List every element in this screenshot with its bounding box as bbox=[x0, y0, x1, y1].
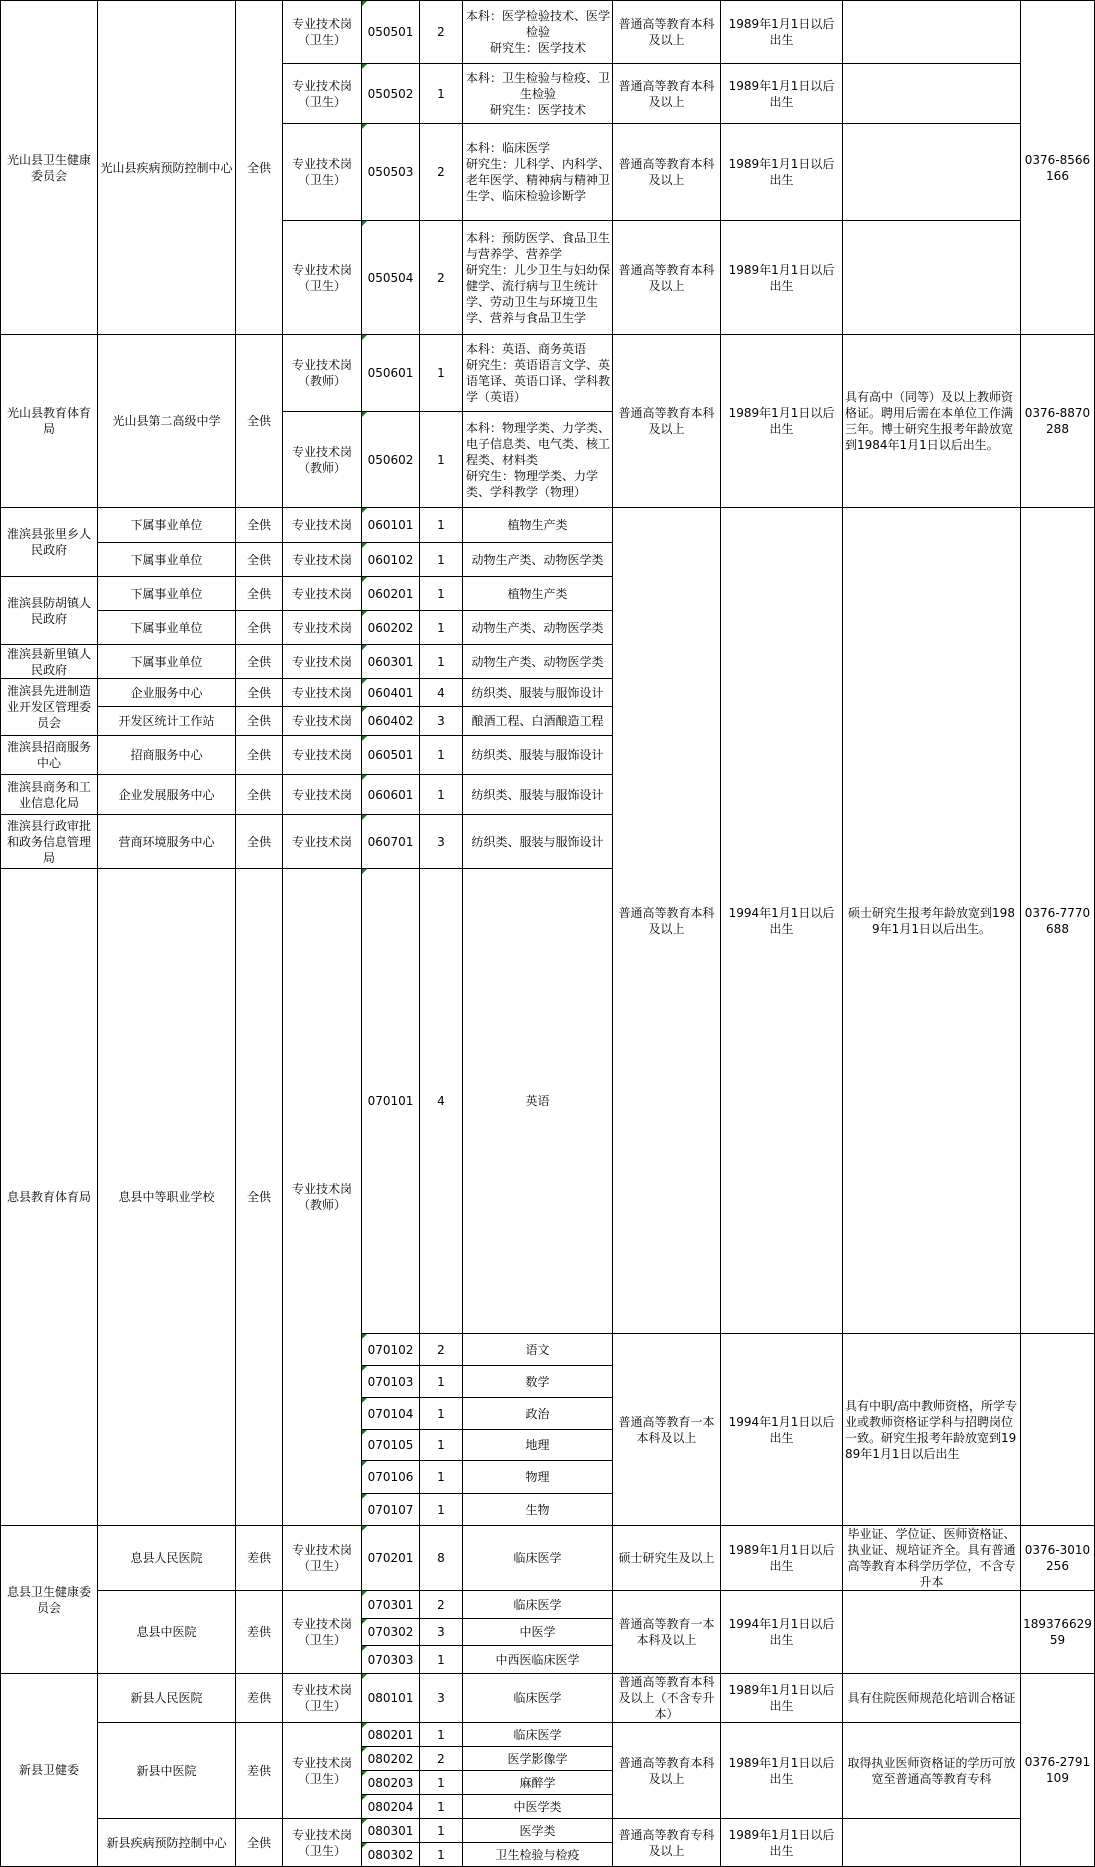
position-type-cell: 专业技术岗（卫生） bbox=[283, 1526, 362, 1591]
funding-cell: 全供 bbox=[236, 611, 283, 645]
major-cell: 本科：卫生检验与检疫、卫生检验 研究生：医学技术 bbox=[463, 64, 613, 124]
age-cell: 1989年1月1日以后出生 bbox=[721, 124, 843, 221]
funding-cell: 全供 bbox=[236, 1819, 283, 1867]
major-cell: 医学类 bbox=[463, 1819, 613, 1843]
employer-cell: 淮滨县防胡镇人民政府 bbox=[1, 577, 98, 645]
position-type-cell: 专业技术岗 bbox=[283, 577, 362, 611]
headcount-cell: 1 bbox=[420, 1398, 463, 1430]
funding-cell: 全供 bbox=[236, 577, 283, 611]
major-cell: 本科：临床医学 研究生：儿科学、内科学、老年医学、精神病与精神卫生学、临床检验诊断学 bbox=[463, 124, 613, 221]
headcount-cell: 1 bbox=[420, 645, 463, 679]
headcount-cell: 1 bbox=[420, 736, 463, 775]
headcount-cell: 1 bbox=[420, 1461, 463, 1494]
position-code-cell: 050503 bbox=[362, 124, 420, 221]
unit-cell: 新县疾病预防控制中心 bbox=[98, 1819, 236, 1867]
table-row bbox=[1, 1526, 1095, 1591]
note-cell bbox=[843, 221, 1021, 335]
funding-cell: 全供 bbox=[236, 508, 283, 543]
major-cell: 地理 bbox=[463, 1430, 613, 1461]
funding-cell: 全供 bbox=[236, 736, 283, 775]
employer-cell: 新县卫健委 bbox=[1, 1674, 98, 1867]
unit-cell: 开发区统计工作站 bbox=[98, 707, 236, 736]
funding-cell: 全供 bbox=[236, 1, 283, 335]
position-type-cell: 专业技术岗 bbox=[283, 679, 362, 707]
position-type-cell: 专业技术岗（卫生） bbox=[283, 1723, 362, 1819]
position-code-cell: 050502 bbox=[362, 64, 420, 124]
position-type-cell: 专业技术岗（卫生） bbox=[283, 1674, 362, 1723]
position-type-cell: 专业技术岗（教师） bbox=[283, 412, 362, 508]
headcount-cell: 2 bbox=[420, 1591, 463, 1619]
funding-cell: 全供 bbox=[236, 707, 283, 736]
unit-cell: 息县人民医院 bbox=[98, 1526, 236, 1591]
major-cell: 临床医学 bbox=[463, 1723, 613, 1747]
employer-cell: 息县教育体育局 bbox=[1, 869, 98, 1526]
funding-cell: 差供 bbox=[236, 1674, 283, 1723]
headcount-cell: 1 bbox=[420, 412, 463, 508]
funding-cell: 差供 bbox=[236, 1526, 283, 1591]
position-code-cell: 070107 bbox=[362, 1494, 420, 1526]
funding-cell: 全供 bbox=[236, 775, 283, 815]
employer-cell: 淮滨县新里镇人民政府 bbox=[1, 645, 98, 679]
age-cell: 1989年1月1日以后出生 bbox=[721, 1, 843, 64]
headcount-cell: 1 bbox=[420, 1843, 463, 1867]
headcount-cell: 1 bbox=[420, 64, 463, 124]
major-cell: 纺织类、服装与服饰设计 bbox=[463, 775, 613, 815]
note-cell: 硕士研究生报考年龄放宽到1989年1月1日以后出生。 bbox=[843, 508, 1021, 1334]
age-cell: 1994年1月1日以后出生 bbox=[721, 1591, 843, 1674]
position-code-cell: 050504 bbox=[362, 221, 420, 335]
education-cell: 普通高等教育本科及以上 bbox=[613, 221, 721, 335]
funding-cell: 全供 bbox=[236, 543, 283, 577]
note-cell bbox=[843, 1591, 1021, 1674]
funding-cell: 全供 bbox=[236, 335, 283, 508]
headcount-cell: 1 bbox=[420, 1771, 463, 1795]
headcount-cell: 3 bbox=[420, 707, 463, 736]
employer-cell: 光山县卫生健康委员会 bbox=[1, 1, 98, 335]
position-code-cell: 080204 bbox=[362, 1795, 420, 1819]
age-cell: 1989年1月1日以后出生 bbox=[721, 64, 843, 124]
unit-cell: 企业发展服务中心 bbox=[98, 775, 236, 815]
major-cell: 生物 bbox=[463, 1494, 613, 1526]
age-cell: 1989年1月1日以后出生 bbox=[721, 1819, 843, 1867]
employer-cell: 息县卫生健康委员会 bbox=[1, 1526, 98, 1674]
major-cell: 政治 bbox=[463, 1398, 613, 1430]
note-cell bbox=[843, 1, 1021, 64]
education-cell: 普通高等教育本科及以上 bbox=[613, 124, 721, 221]
funding-cell: 差供 bbox=[236, 1591, 283, 1674]
unit-cell: 下属事业单位 bbox=[98, 611, 236, 645]
position-code-cell: 050602 bbox=[362, 412, 420, 508]
headcount-cell: 2 bbox=[420, 124, 463, 221]
unit-cell: 息县中医院 bbox=[98, 1591, 236, 1674]
position-type-cell: 专业技术岗（教师） bbox=[283, 335, 362, 412]
headcount-cell: 1 bbox=[420, 335, 463, 412]
note-cell bbox=[843, 64, 1021, 124]
age-cell: 1994年1月1日以后出生 bbox=[721, 1334, 843, 1526]
funding-cell: 全供 bbox=[236, 815, 283, 869]
employer-cell: 淮滨县行政审批和政务信息管理局 bbox=[1, 815, 98, 869]
position-code-cell: 070106 bbox=[362, 1461, 420, 1494]
position-code-cell: 060101 bbox=[362, 508, 420, 543]
note-cell: 毕业证、学位证、医师资格证、执业证、规培证齐全。具有普通高等教育本科学历学位，不含专升本 bbox=[843, 1526, 1021, 1591]
note-cell: 具有中职/高中教师资格，所学专业或教师资格证学科与招聘岗位一致。研究生报考年龄放宽到1989年1月1日以后出生 bbox=[843, 1334, 1021, 1526]
table-row bbox=[1, 1819, 1095, 1843]
contact-cell: 0376-7770688 bbox=[1021, 508, 1095, 1334]
contact-cell: 0376-8870288 bbox=[1021, 335, 1095, 508]
position-type-cell: 专业技术岗（卫生） bbox=[283, 1, 362, 64]
education-cell: 普通高等教育一本本科及以上 bbox=[613, 1334, 721, 1526]
headcount-cell: 1 bbox=[420, 1494, 463, 1526]
position-code-cell: 070105 bbox=[362, 1430, 420, 1461]
position-code-cell: 070201 bbox=[362, 1526, 420, 1591]
major-cell: 临床医学 bbox=[463, 1674, 613, 1723]
unit-cell: 下属事业单位 bbox=[98, 508, 236, 543]
position-code-cell: 080101 bbox=[362, 1674, 420, 1723]
contact-cell: 0376-2791109 bbox=[1021, 1674, 1095, 1867]
major-cell: 英语 bbox=[463, 869, 613, 1334]
major-cell: 中医学类 bbox=[463, 1795, 613, 1819]
position-type-cell: 专业技术岗 bbox=[283, 508, 362, 543]
funding-cell: 全供 bbox=[236, 645, 283, 679]
major-cell: 本科：物理学类、力学类、电子信息类、电气类、核工程类、材料类 研究生：物理学类、力学类、学科教学（物理） bbox=[463, 412, 613, 508]
major-cell: 动物生产类、动物医学类 bbox=[463, 645, 613, 679]
headcount-cell: 2 bbox=[420, 1, 463, 64]
employer-cell: 光山县教育体育局 bbox=[1, 335, 98, 508]
note-cell: 具有高中（同等）及以上教师资格证。聘用后需在本单位工作满三年。博士研究生报考年龄放宽到1984年1月1日以后出生。 bbox=[843, 335, 1021, 508]
headcount-cell: 1 bbox=[420, 1366, 463, 1398]
major-cell: 纺织类、服装与服饰设计 bbox=[463, 679, 613, 707]
major-cell: 麻醉学 bbox=[463, 1771, 613, 1795]
funding-cell: 全供 bbox=[236, 869, 283, 1526]
education-cell: 普通高等教育一本本科及以上 bbox=[613, 1591, 721, 1674]
headcount-cell: 4 bbox=[420, 679, 463, 707]
table-row bbox=[1, 1, 1095, 64]
table-row bbox=[1, 1591, 1095, 1619]
position-code-cell: 070302 bbox=[362, 1619, 420, 1646]
age-cell: 1989年1月1日以后出生 bbox=[721, 335, 843, 508]
employer-cell: 淮滨县张里乡人民政府 bbox=[1, 508, 98, 577]
major-cell: 酿酒工程、白酒酿造工程 bbox=[463, 707, 613, 736]
major-cell: 物理 bbox=[463, 1461, 613, 1494]
position-code-cell: 070103 bbox=[362, 1366, 420, 1398]
position-code-cell: 060402 bbox=[362, 707, 420, 736]
age-cell: 1989年1月1日以后出生 bbox=[721, 221, 843, 335]
position-type-cell: 专业技术岗（卫生） bbox=[283, 64, 362, 124]
headcount-cell: 2 bbox=[420, 1747, 463, 1771]
position-type-cell: 专业技术岗（卫生） bbox=[283, 221, 362, 335]
education-cell: 普通高等教育本科及以上 bbox=[613, 64, 721, 124]
age-cell: 1989年1月1日以后出生 bbox=[721, 1674, 843, 1723]
funding-cell: 全供 bbox=[236, 679, 283, 707]
position-type-cell: 专业技术岗 bbox=[283, 707, 362, 736]
headcount-cell: 1 bbox=[420, 611, 463, 645]
major-cell: 数学 bbox=[463, 1366, 613, 1398]
age-cell: 1994年1月1日以后出生 bbox=[721, 508, 843, 1334]
education-cell: 普通高等教育本科及以上 bbox=[613, 508, 721, 1334]
major-cell: 临床医学 bbox=[463, 1591, 613, 1619]
unit-cell: 下属事业单位 bbox=[98, 577, 236, 611]
position-code-cell: 060102 bbox=[362, 543, 420, 577]
position-type-cell: 专业技术岗（教师） bbox=[283, 869, 362, 1526]
employer-cell: 淮滨县先进制造业开发区管理委员会 bbox=[1, 679, 98, 736]
unit-cell: 下属事业单位 bbox=[98, 645, 236, 679]
headcount-cell: 1 bbox=[420, 1430, 463, 1461]
position-code-cell: 060401 bbox=[362, 679, 420, 707]
education-cell: 普通高等教育本科及以上 bbox=[613, 335, 721, 508]
unit-cell: 新县人民医院 bbox=[98, 1674, 236, 1723]
headcount-cell: 1 bbox=[420, 775, 463, 815]
headcount-cell: 1 bbox=[420, 508, 463, 543]
table-row bbox=[1, 1674, 1095, 1723]
unit-cell: 新县中医院 bbox=[98, 1723, 236, 1819]
employer-cell: 淮滨县商务和工业信息化局 bbox=[1, 775, 98, 815]
headcount-cell: 1 bbox=[420, 1723, 463, 1747]
unit-cell: 下属事业单位 bbox=[98, 543, 236, 577]
contact-cell: 0376-3010256 bbox=[1021, 1526, 1095, 1591]
position-type-cell: 专业技术岗 bbox=[283, 736, 362, 775]
major-cell: 植物生产类 bbox=[463, 577, 613, 611]
education-cell: 普通高等教育专科及以上 bbox=[613, 1819, 721, 1867]
position-code-cell: 050501 bbox=[362, 1, 420, 64]
contact-cell: 0376-8566166 bbox=[1021, 1, 1095, 335]
major-cell: 临床医学 bbox=[463, 1526, 613, 1591]
position-type-cell: 专业技术岗（卫生） bbox=[283, 1819, 362, 1867]
position-code-cell: 070101 bbox=[362, 869, 420, 1334]
headcount-cell: 2 bbox=[420, 1334, 463, 1366]
table-row bbox=[1, 508, 1095, 543]
headcount-cell: 3 bbox=[420, 815, 463, 869]
headcount-cell: 2 bbox=[420, 221, 463, 335]
major-cell: 植物生产类 bbox=[463, 508, 613, 543]
note-cell: 取得执业医师资格证的学历可放宽至普通高等教育专科 bbox=[843, 1723, 1021, 1819]
position-code-cell: 050601 bbox=[362, 335, 420, 412]
unit-cell: 企业服务中心 bbox=[98, 679, 236, 707]
position-code-cell: 070104 bbox=[362, 1398, 420, 1430]
position-type-cell: 专业技术岗 bbox=[283, 775, 362, 815]
funding-cell: 差供 bbox=[236, 1723, 283, 1819]
position-type-cell: 专业技术岗 bbox=[283, 611, 362, 645]
position-code-cell: 060301 bbox=[362, 645, 420, 679]
position-type-cell: 专业技术岗 bbox=[283, 815, 362, 869]
employer-cell: 淮滨县招商服务中心 bbox=[1, 736, 98, 775]
education-cell: 普通高等教育本科及以上 bbox=[613, 1723, 721, 1819]
unit-cell: 招商服务中心 bbox=[98, 736, 236, 775]
position-code-cell: 080301 bbox=[362, 1819, 420, 1843]
major-cell: 纺织类、服装与服饰设计 bbox=[463, 815, 613, 869]
position-type-cell: 专业技术岗（卫生） bbox=[283, 1591, 362, 1674]
position-code-cell: 060501 bbox=[362, 736, 420, 775]
major-cell: 纺织类、服装与服饰设计 bbox=[463, 736, 613, 775]
headcount-cell: 8 bbox=[420, 1526, 463, 1591]
headcount-cell: 3 bbox=[420, 1619, 463, 1646]
education-cell: 硕士研究生及以上 bbox=[613, 1526, 721, 1591]
major-cell: 本科：预防医学、食品卫生与营养学、营养学 研究生：儿少卫生与妇幼保健学、流行病与卫生统计学、劳动卫生与环境卫生学、营养与食品卫生学 bbox=[463, 221, 613, 335]
headcount-cell: 1 bbox=[420, 1646, 463, 1674]
table-row bbox=[1, 1723, 1095, 1747]
note-cell bbox=[843, 124, 1021, 221]
position-code-cell: 060201 bbox=[362, 577, 420, 611]
position-code-cell: 070301 bbox=[362, 1591, 420, 1619]
major-cell: 动物生产类、动物医学类 bbox=[463, 543, 613, 577]
headcount-cell: 1 bbox=[420, 543, 463, 577]
position-code-cell: 070303 bbox=[362, 1646, 420, 1674]
unit-cell: 营商环境服务中心 bbox=[98, 815, 236, 869]
position-code-cell: 060701 bbox=[362, 815, 420, 869]
education-cell: 普通高等教育本科及以上 bbox=[613, 1, 721, 64]
headcount-cell: 1 bbox=[420, 577, 463, 611]
major-cell: 本科：英语、商务英语 研究生：英语语言文学、英语笔译、英语口译、学科教学（英语） bbox=[463, 335, 613, 412]
position-code-cell: 060601 bbox=[362, 775, 420, 815]
headcount-cell: 4 bbox=[420, 869, 463, 1334]
age-cell: 1989年1月1日以后出生 bbox=[721, 1526, 843, 1591]
unit-cell: 息县中等职业学校 bbox=[98, 869, 236, 1526]
major-cell: 中医学 bbox=[463, 1619, 613, 1646]
position-code-cell: 060202 bbox=[362, 611, 420, 645]
headcount-cell: 1 bbox=[420, 1819, 463, 1843]
education-cell: 普通高等教育本科及以上（不含专升本） bbox=[613, 1674, 721, 1723]
position-code-cell: 080201 bbox=[362, 1723, 420, 1747]
position-type-cell: 专业技术岗（卫生） bbox=[283, 124, 362, 221]
major-cell: 医学影像学 bbox=[463, 1747, 613, 1771]
headcount-cell: 1 bbox=[420, 1795, 463, 1819]
major-cell: 语文 bbox=[463, 1334, 613, 1366]
table-row bbox=[1, 335, 1095, 412]
position-code-cell: 080203 bbox=[362, 1771, 420, 1795]
unit-cell: 光山县第二高级中学 bbox=[98, 335, 236, 508]
major-cell: 动物生产类、动物医学类 bbox=[463, 611, 613, 645]
major-cell: 本科：医学检验技术、医学检验 研究生：医学技术 bbox=[463, 1, 613, 64]
age-cell: 1989年1月1日以后出生 bbox=[721, 1723, 843, 1819]
note-cell: 具有住院医师规范化培训合格证 bbox=[843, 1674, 1021, 1723]
headcount-cell: 3 bbox=[420, 1674, 463, 1723]
major-cell: 卫生检验与检疫 bbox=[463, 1843, 613, 1867]
major-cell: 中西医临床医学 bbox=[463, 1646, 613, 1674]
contact-cell: 18937662959 bbox=[1021, 1591, 1095, 1674]
position-type-cell: 专业技术岗 bbox=[283, 543, 362, 577]
note-cell bbox=[843, 1819, 1021, 1867]
unit-cell: 光山县疾病预防控制中心 bbox=[98, 1, 236, 335]
position-code-cell: 080202 bbox=[362, 1747, 420, 1771]
position-code-cell: 080302 bbox=[362, 1843, 420, 1867]
position-type-cell: 专业技术岗 bbox=[283, 645, 362, 679]
position-code-cell: 070102 bbox=[362, 1334, 420, 1366]
